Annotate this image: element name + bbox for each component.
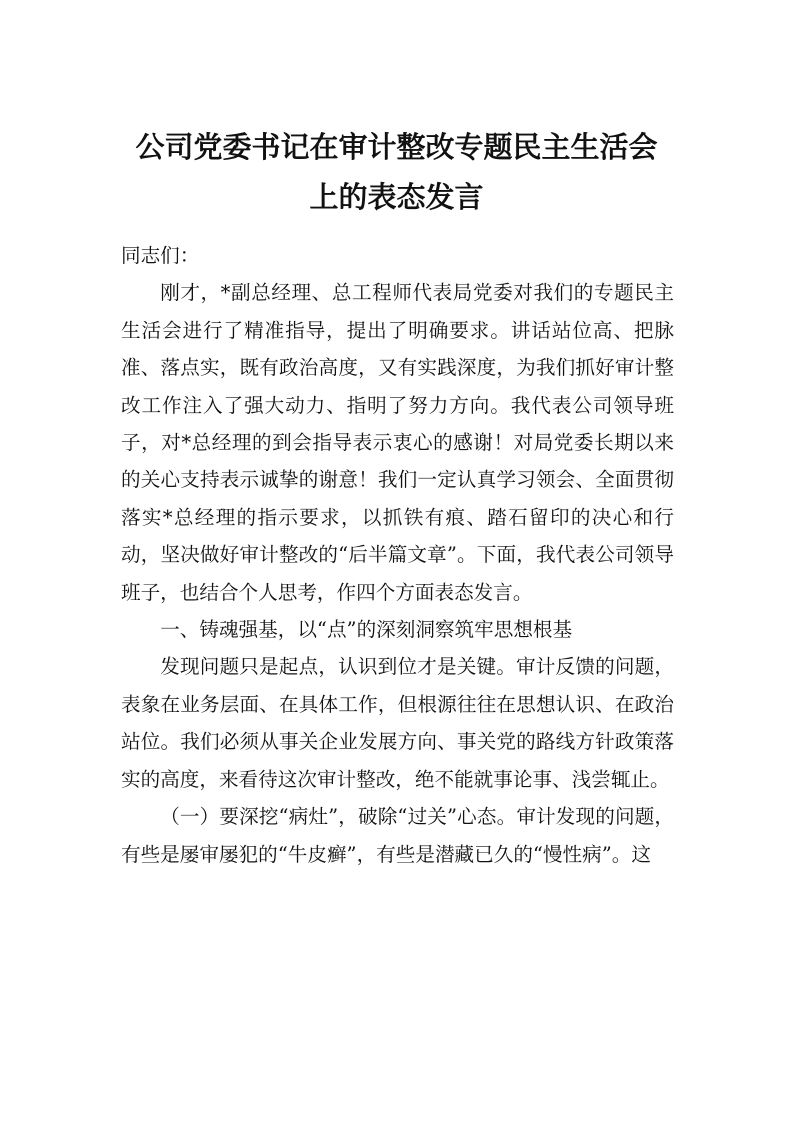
paragraph-section-1-intro: 发现问题只是起点，认识到位才是关键。审计反馈的问题，表象在业务层面、在具体工作，但根源往往在思想认识、在政治站位。我们必须从事关企业发展方向、事关党的路线方针政策落实的高度，来看待这次审计整改，绝不能就事论事、浅尝辄止。 (121, 655, 674, 791)
section-heading-1: 一、铸魂强基，以“点”的深刻洞察筑牢思想根基 (160, 618, 573, 642)
document-title-line-1: 公司党委书记在审计整改专题民主生活会 (135, 130, 658, 164)
document-title-line-2: 上的表态发言 (309, 180, 484, 214)
paragraph-opening: 刚才，*副总经理、总工程师代表局党委对我们的专题民主生活会进行了精准指导，提出了明确要求。讲话站位高、把脉准、落点实，既有政治高度，又有实践深度，为我们抓好审计整改工作注入了强大动力、指明了努力方向。我代表公司领导班子，对*总经理的到会指导表示衷心的感谢！对局党委长期以来的关心支持表示诚挚的谢意！我们一定认真学习领会、全面贯彻落实*总经理的指示要求，以抓铁有痕、踏石留印的决心和行动，坚决做好审计整改的“后半篇文章”。下面，我代表公司领导班子，也结合个人思考，作四个方面表态发言。 (121, 281, 674, 604)
paragraph-subsection-1: （一）要深挖“病灶”，破除“过关”心态。审计发现的问题，有些是屡审屡犯的“牛皮癣”，有些是潜藏已久的“慢性病”。这 (121, 805, 674, 866)
salutation: 同志们： (121, 244, 200, 267)
document-body (121, 237, 674, 873)
